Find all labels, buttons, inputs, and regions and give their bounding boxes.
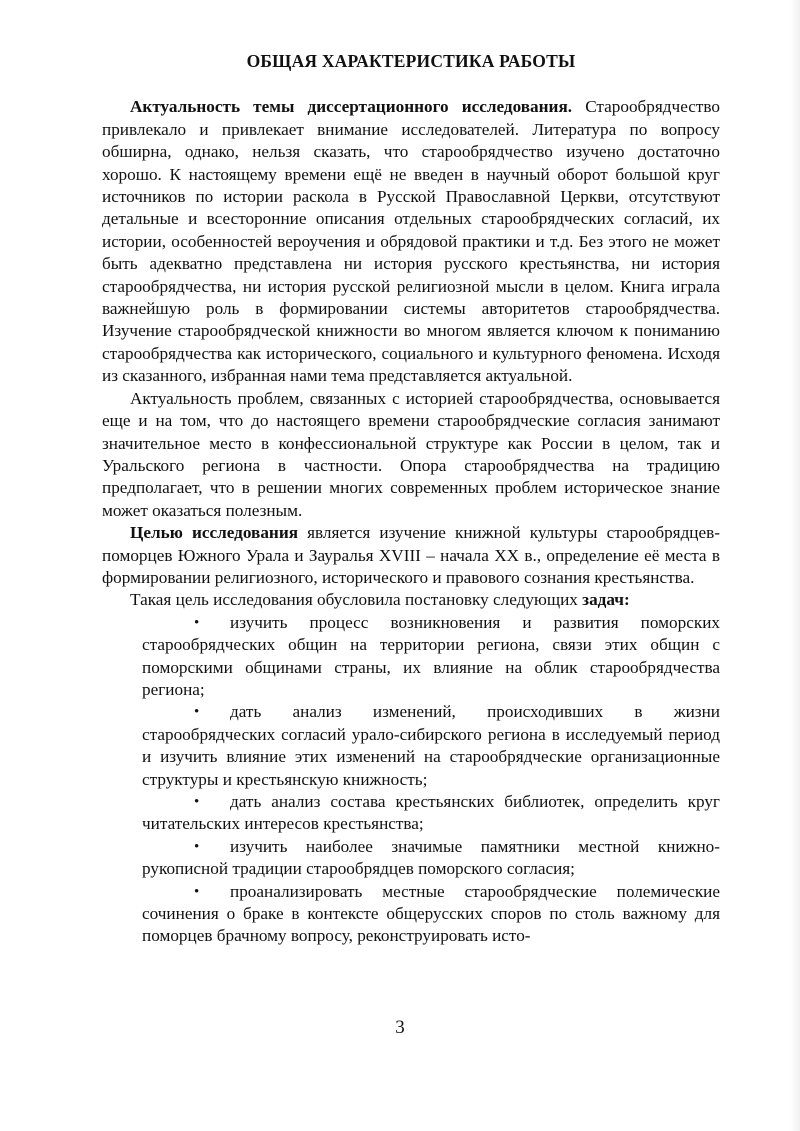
list-item xyxy=(142,612,720,702)
task-text: изучить наиболее значимые памятники местной книжно-рукописной традиции старообрядцев поморского согласия; xyxy=(142,836,720,879)
list-item xyxy=(142,701,720,791)
tasks-intro-paragraph xyxy=(102,589,720,611)
tasks-list xyxy=(102,612,720,948)
bullet-icon: • xyxy=(194,794,200,810)
goal-paragraph xyxy=(102,522,720,589)
relevance-problems-paragraph: Актуальность проблем, связанных с историей старообрядчества, основывается еще и на том, что до настоящего времени старообрядческие согласия занимают значительное место в конфессиональной структуре как России в целом, так и Уральского региона в частности. Опора старообрядчества на традицию предполагает, что в решении многих современных проблем историческое знание может оказаться полезным. xyxy=(102,388,720,520)
task-text: проанализировать местные старообрядческие полемические сочинения о браке в контексте общерусских споров по столь важному для поморцев брачному вопросу, реконструировать исто- xyxy=(142,881,720,946)
relevance-heading: Актуальность темы диссертационного исследования. xyxy=(130,97,573,117)
tasks-word: задач: xyxy=(582,590,630,610)
relevance-paragraph xyxy=(102,96,720,387)
bullet-icon: • xyxy=(194,614,200,631)
goal-heading: Целью исследования xyxy=(130,523,299,543)
task-text: изучить процесс возникновения и развития поморских старообрядческих общин на территории региона, связи этих общин с поморскими общинами страны, их влияние на облик старообрядчества региона; xyxy=(142,612,720,699)
page-number: 3 xyxy=(395,1017,405,1038)
list-item xyxy=(142,836,720,881)
document-page xyxy=(102,50,720,948)
bullet-icon: • xyxy=(194,883,200,900)
list-item xyxy=(142,881,720,948)
goal-text: является изучение книжной культуры старообрядцев-поморцев Южного Урала и Зауралья XVIII – начала XX в., определение её места в формировании религиозного, исторического и правового сознания крестьянства. xyxy=(102,523,720,587)
task-text: дать анализ состава крестьянских библиотек, определить круг читательских интересов крестьянства; xyxy=(142,792,720,834)
relevance-text: Старообрядчество привлекало и привлекает внимание исследователей. Литература по вопросу обширна, однако, нельзя сказать, что старообрядчество изучено достаточно хорошо. К настоящему времени ещё не введен в научный оборот большой круг источников по истории раскола в Русской Православной Церкви, отсутствуют детальные и всесторонние описания отдельных старообрядческих согласий, их истории, особенностей вероучения и обрядовой практики и т.д. Без этого не может быть адекватно представлена ни история русского крестьянства, ни история старообрядчества, ни история русской религиозной мысли в целом. Книга играла важнейшую роль в формировании системы авторитетов старообрядчества. Изучение старообрядческой книжности во многом является ключом к пониманию старообрядчества как исторического, социального и культурного феномена. Исходя из сказанного, избранная нами тема представляется актуальной. xyxy=(102,97,720,386)
scan-edge-shadow xyxy=(790,0,800,1131)
bullet-icon: • xyxy=(194,704,200,721)
task-text: дать анализ изменений, происходивших в жизни старообрядческих согласий урало-сибирского региона в исследуемый период и изучить влияние этих изменений на старообрядческие организационные структуры и крестьянскую книжность; xyxy=(142,702,720,789)
bullet-icon: • xyxy=(194,838,200,855)
page-title: ОБЩАЯ ХАРАКТЕРИСТИКА РАБОТЫ xyxy=(246,51,576,71)
list-item xyxy=(142,791,720,836)
tasks-intro-text: Такая цель исследования обусловила постановку следующих xyxy=(130,590,583,610)
